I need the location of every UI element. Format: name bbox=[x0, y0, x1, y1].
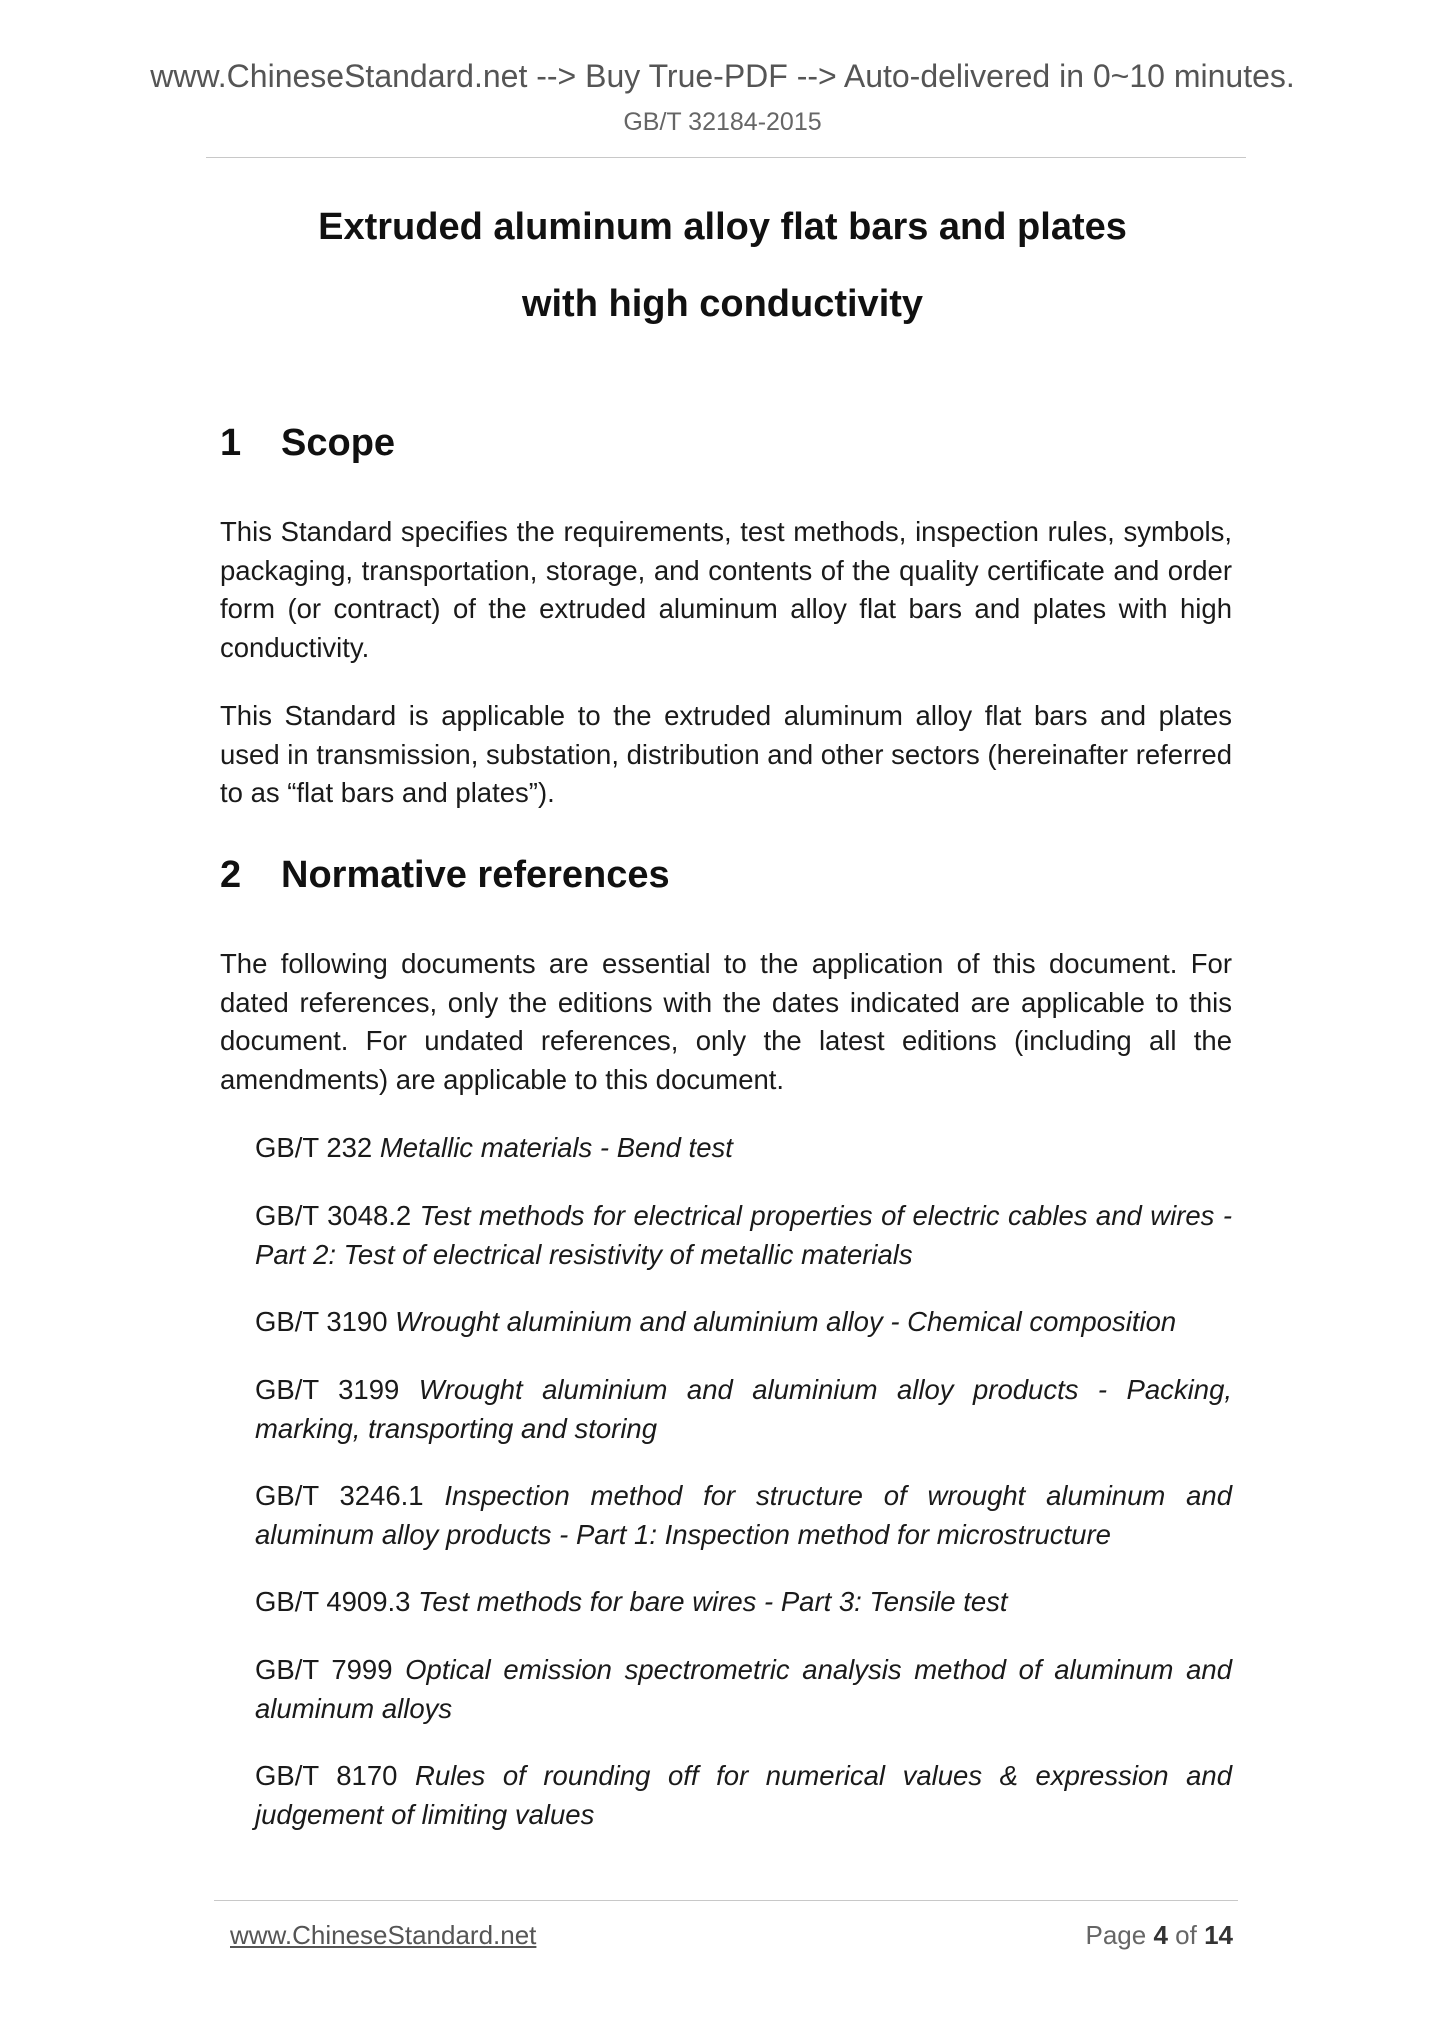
reference-code: GB/T 7999 bbox=[255, 1654, 393, 1685]
scope-paragraph-2: This Standard is applicable to the extruded aluminum alloy flat bars and plates used in transmission, substation, distribution and other sectors (hereinafter referred to as “flat bars and plates”). bbox=[220, 700, 1232, 808]
page-current: 4 bbox=[1153, 1920, 1168, 1950]
reference-code: GB/T 3190 bbox=[255, 1306, 388, 1337]
reference-title: Metallic materials - Bend test bbox=[379, 1132, 733, 1163]
reference-item bbox=[255, 1129, 1232, 1168]
header-banner: www.ChineseStandard.net --> Buy True-PDF --> Auto-delivered in 0~10 minutes. bbox=[150, 58, 1295, 94]
footer-divider bbox=[214, 1900, 1238, 1901]
reference-title: Test methods for bare wires - Part 3: Tensile test bbox=[418, 1586, 1008, 1617]
reference-code: GB/T 3246.1 bbox=[255, 1480, 424, 1511]
reference-item bbox=[255, 1371, 1232, 1448]
reference-title: Optical emission spectrometric analysis method of aluminum and aluminum alloys bbox=[255, 1654, 1232, 1724]
header-standard-code: GB/T 32184-2015 bbox=[623, 108, 822, 136]
footer-site-link[interactable]: www.ChineseStandard.net bbox=[230, 1920, 537, 1950]
page-of: of bbox=[1175, 1920, 1197, 1950]
reference-title: Wrought aluminium and aluminium alloy products - Packing, marking, transporting and storing bbox=[255, 1374, 1233, 1444]
page-indicator bbox=[1085, 1918, 1233, 1952]
reference-title: Test methods for electrical properties of electric cables and wires - Part 2: Test of electrical resistivity of metallic materials bbox=[255, 1200, 1232, 1270]
normative-references-intro: The following documents are essential to the application of this document. For dated references, only the editions with the dates indicated are applicable to this document. For undated references, only the latest editions (including all the amendments) are applicable to this document. bbox=[220, 948, 1232, 1095]
reference-code: GB/T 3199 bbox=[255, 1374, 400, 1405]
reference-item bbox=[255, 1303, 1232, 1342]
document-title-line-1: Extruded aluminum alloy flat bars and plates bbox=[318, 206, 1127, 248]
header-divider bbox=[206, 157, 1246, 158]
reference-code: GB/T 3048.2 bbox=[255, 1200, 412, 1231]
page-total: 14 bbox=[1204, 1920, 1233, 1950]
reference-title: Rules of rounding off for numerical values & expression and judgement of limiting values bbox=[255, 1760, 1232, 1830]
document-title-line-2: with high conductivity bbox=[521, 283, 924, 325]
section-heading-scope bbox=[220, 420, 395, 466]
reference-item bbox=[255, 1651, 1232, 1728]
scope-paragraph-1: This Standard specifies the requirements, test methods, inspection rules, symbols, packaging, transportation, storage, and contents of the quality certificate and order form (or contract) of the extruded aluminum alloy flat bars and plates with high conductivity. bbox=[220, 516, 1232, 663]
reference-item bbox=[255, 1477, 1232, 1554]
reference-title: Inspection method for structure of wrought aluminum and aluminum alloy products - Part 1: Inspection method for microstructure bbox=[255, 1480, 1232, 1550]
reference-code: GB/T 232 bbox=[255, 1132, 373, 1163]
section-title: Scope bbox=[281, 422, 396, 464]
reference-item bbox=[255, 1583, 1232, 1622]
page-prefix: Page bbox=[1085, 1920, 1147, 1950]
section-number: 1 bbox=[220, 422, 242, 464]
reference-code: GB/T 4909.3 bbox=[255, 1586, 411, 1617]
section-title: Normative references bbox=[281, 854, 670, 896]
section-heading-normative-references bbox=[220, 852, 670, 898]
section-number: 2 bbox=[220, 854, 242, 896]
reference-title: Wrought aluminium and aluminium alloy - Chemical composition bbox=[395, 1306, 1177, 1337]
reference-item bbox=[255, 1757, 1232, 1834]
reference-item bbox=[255, 1197, 1232, 1274]
reference-code: GB/T 8170 bbox=[255, 1760, 398, 1791]
